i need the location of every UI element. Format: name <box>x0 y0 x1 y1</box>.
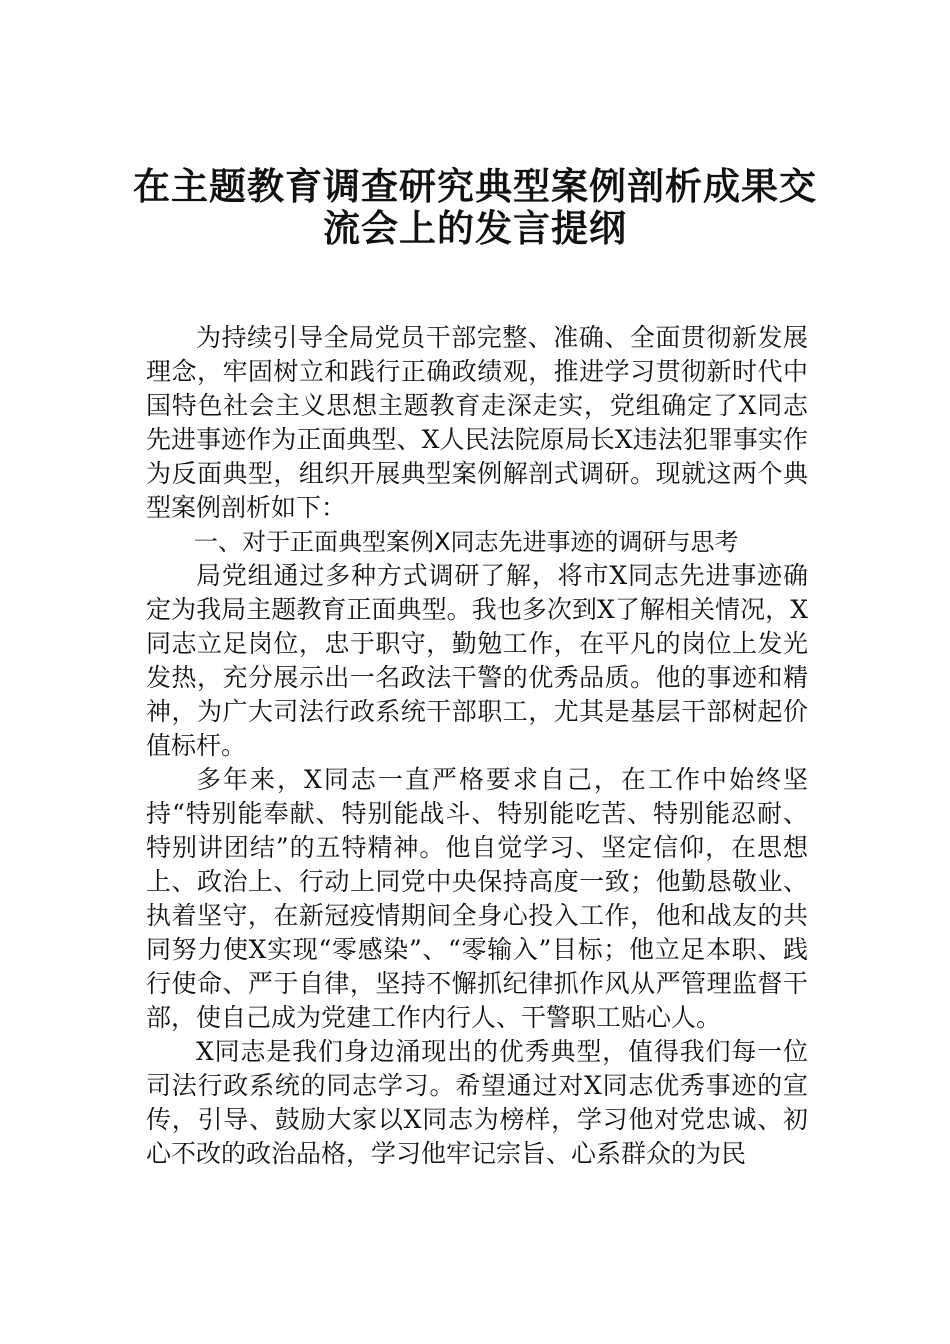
paragraph-intro: 为持续引导全局党员干部完整、准确、全面贯彻新发展理念，牢固树立和践行正确政绩观，推进学习贯彻新时代中国特色社会主义思想主题教育走深走实，党组确定了X同志先进事迹作为正面典型、X人民法院原局长X违法犯罪事实作为反面典型，组织开展典型案例解剖式调研。现就这两个典型案例剖析如下： <box>146 323 808 522</box>
paragraph-example: X同志是我们身边涌现出的优秀典型，值得我们每一位司法行政系统的同志学习。希望通过对X同志优秀事迹的宣传，引导、鼓励大家以X同志为榜样，学习他对党忠诚、初心不改的政治品格，学习他牢记宗旨、心系群众的为民 <box>146 1037 808 1168</box>
paragraph-investigation: 局党组通过多种方式调研了解，将市X同志先进事迹确定为我局主题教育正面典型。我也多次到X了解相关情况，X同志立足岗位，忠于职守，勤勉工作，在平凡的岗位上发光发热，充分展示出一名政法干警的优秀品质。他的事迹和精神，为广大司法行政系统干部职工，尤其是基层干部树起价值标杆。 <box>146 561 808 760</box>
paragraph-deeds: 多年来，X同志一直严格要求自己，在工作中始终坚持“特别能奉献、特别能战斗、特别能吃苦、特别能忍耐、特别讲团结”的五特精神。他自觉学习、坚定信仰，在思想上、政治上、行动上同党中央保持高度一致；他勤恳敬业、执着坚守，在新冠疫情期间全身心投入工作，他和战友的共同努力使X实现“零感染”、“零输入”目标；他立足本职、践行使命、严于自律，坚持不懈抓纪律抓作风从严管理监督干部，使自己成为党建工作内行人、干警职工贴心人。 <box>146 765 808 1032</box>
document-body <box>146 321 808 1171</box>
document-title-line-2: 流会上的发言提纲 <box>323 206 627 250</box>
document-title-line-1: 在主题教育调查研究典型案例剖析成果交 <box>133 164 817 208</box>
section-heading-1: 一、对于正面典型案例X同志先进事迹的调研与思考 <box>194 528 739 556</box>
